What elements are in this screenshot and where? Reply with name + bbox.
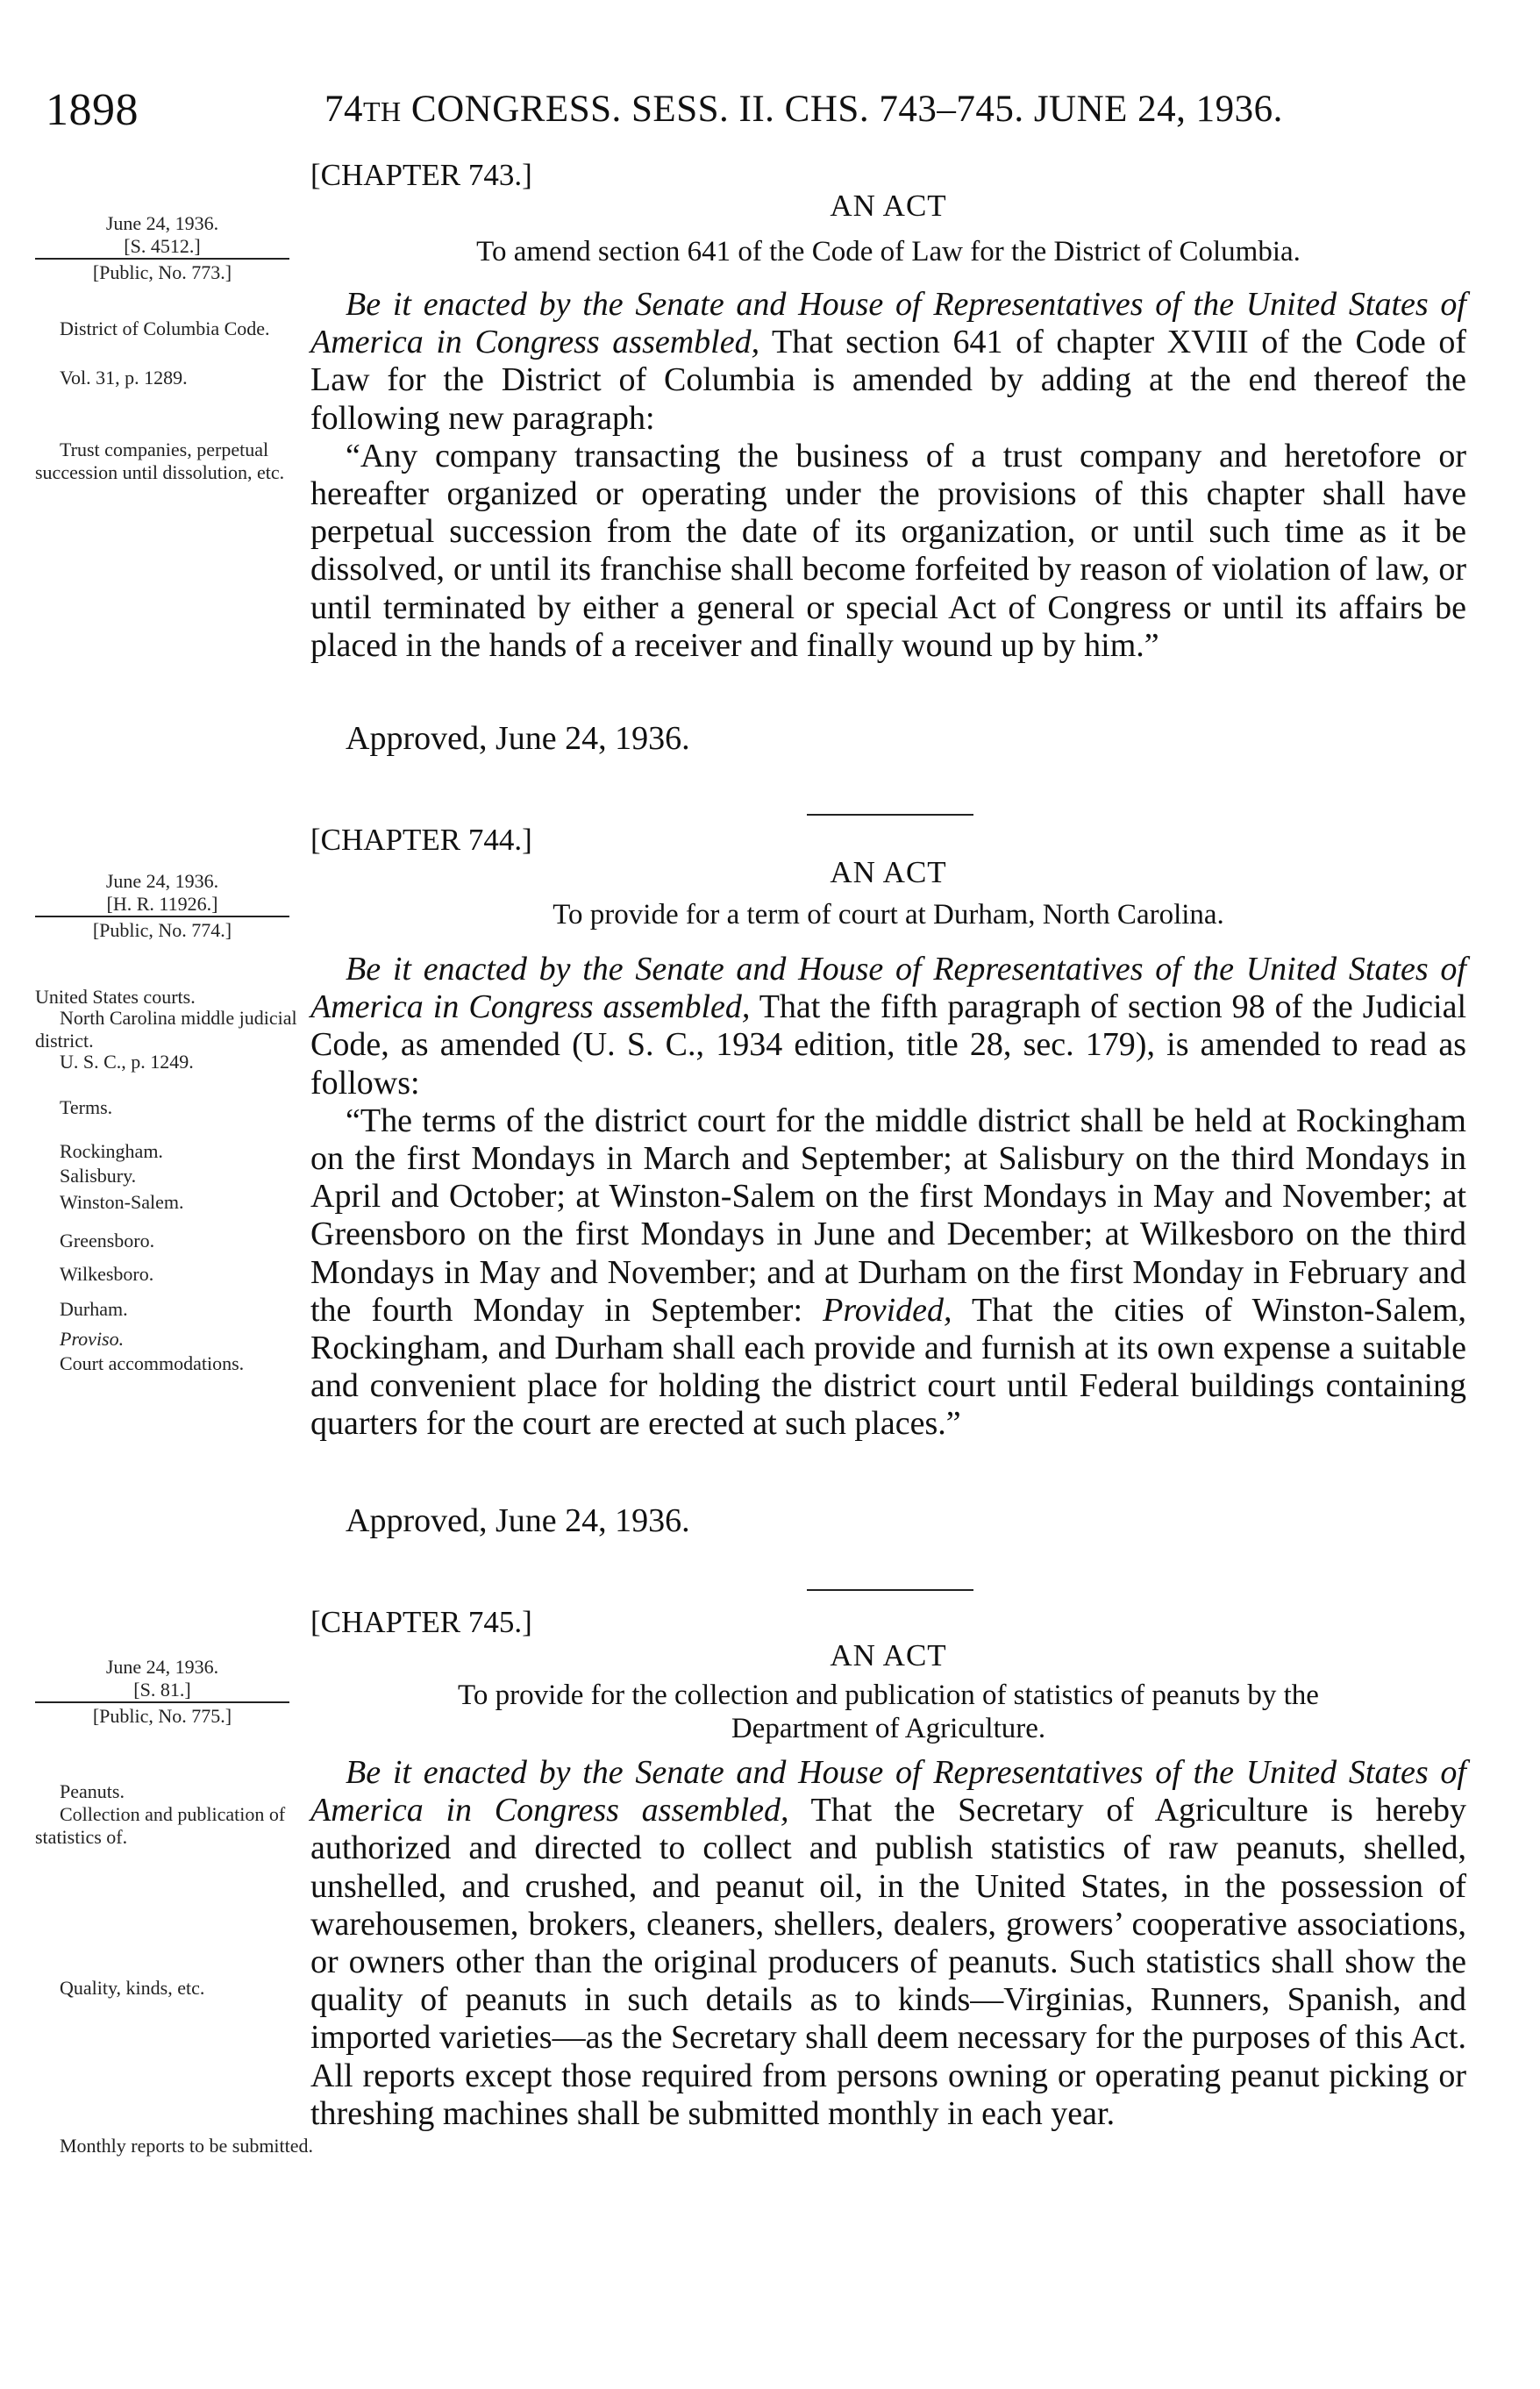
chapter-743-note-vol: Vol. 31, p. 1289.: [60, 367, 188, 389]
chapter-743-approved: Approved, June 24, 1936.: [346, 720, 690, 757]
chapter-744-text-1: That the fifth paragraph of section 98 of the Judicial Code, as amended (U. S. C., 1934 edition, title 28, sec. 179), is amended to read as follows:: [310, 988, 1467, 1102]
chapter-744-proviso: Provided,: [823, 1291, 952, 1329]
chapter-744-note-wilkesboro: Wilkesboro.: [60, 1263, 154, 1285]
chapter-745-title-line-1: To provide for the collection and publication of statistics of peanuts by the: [458, 1679, 1319, 1711]
chapter-745-paragraph-1: [310, 1754, 1466, 2133]
section-divider: [807, 814, 973, 816]
running-head-title: [324, 88, 1283, 131]
chapter-743-title: To amend section 641 of the Code of Law for the District of Columbia.: [476, 236, 1301, 267]
chapter-743-act-label: AN ACT: [830, 189, 947, 223]
chapter-744-approved: Approved, June 24, 1936.: [346, 1502, 690, 1539]
chapter-744-note-terms: Terms.: [60, 1096, 113, 1118]
chapter-744-date: June 24, 1936.: [105, 870, 219, 892]
chapter-745-bill: [S. 81.]: [133, 1679, 191, 1701]
session-chapters-date: CONGRESS. SESS. II. CHS. 743–745. JUNE 24, 1936.: [401, 89, 1283, 130]
chapter-744-note-usc: U. S. C., p. 1249.: [60, 1051, 194, 1073]
chapter-745-note-peanuts: Peanuts.: [60, 1780, 125, 1802]
chapter-743-date: June 24, 1936.: [105, 212, 219, 234]
chapter-744-note-greensboro: Greensboro.: [60, 1230, 155, 1252]
chapter-744-note-rockingham: Rockingham.: [60, 1140, 163, 1162]
chapter-743-bill: [S. 4512.]: [124, 235, 201, 257]
section-divider: [807, 1589, 973, 1591]
chapter-744-paragraph-2: [310, 1102, 1466, 1444]
chapter-744-note-proviso: Proviso.: [60, 1328, 125, 1350]
chapter-744-text-2a: “The terms of the district court for the middle district shall be held at Rockingham on the first Mondays in March and September; at Salisbury on the third Mondays in April and October; at Winston-Salem on the first Mondays in May and November; at Greensboro on the first Mondays in June and December; at Wilkesboro on the third Mondays in May and November; and at Durham on the first Monday in February and the fourth Monday in September:: [310, 1102, 1466, 1329]
chapter-745-sidenote-header: [35, 1656, 317, 1728]
chapter-744-note-accommodations: Court accommodations.: [60, 1352, 245, 1374]
congress-number: 74: [324, 89, 363, 130]
chapter-743-note-trust: Trust companies, perpetual succession until dissolution, etc.: [35, 439, 285, 483]
chapter-745-date: June 24, 1936.: [105, 1656, 219, 1678]
chapter-744-text-2b: That the cities of Winston-Salem, Rockingham, and Durham shall each provide and furnish at its own expense a suitable and convenient place for holding the district court until Federal buildings containing quarters for the court are erected at such places.”: [310, 1291, 1467, 1443]
chapter-743-enacting-clause: Be it enacted by the Senate and House of Representatives of the United States of America in Congress assembled,: [310, 286, 1466, 361]
chapter-745-enacting-clause: Be it enacted by the Senate and House of Representatives of the United States of America in Congress assembled,: [310, 1754, 1466, 1829]
running-head: [46, 84, 1475, 137]
page-number: 1898: [46, 85, 139, 135]
congress-ordinal: TH: [363, 96, 402, 127]
chapter-745-act-label: AN ACT: [830, 1638, 947, 1672]
chapter-743-paragraph-2: “Any company transacting the business of a trust company and heretofore or hereafter organized or operating under the provisions of this chapter shall have perpetual succession from the date of its organization, or until such time as it be dissolved, or until its franchise shall become forfeited by reason of violation of law, or until terminated by either a general or special Act of Congress or until its affairs be placed in the hands of a receiver and finally wound up by him.”: [310, 437, 1466, 664]
chapter-744-title: To provide for a term of court at Durham, North Carolina.: [553, 899, 1224, 931]
chapter-744-note-durham: Durham.: [60, 1298, 128, 1320]
chapter-743-public-law: [Public, No. 773.]: [35, 258, 289, 284]
chapter-743-note-code: District of Columbia Code.: [60, 317, 270, 339]
chapter-745-body: [310, 1754, 1466, 2133]
chapter-743-paragraph-1: [310, 286, 1466, 438]
chapter-744-note-winston-salem: Winston-Salem.: [60, 1191, 184, 1213]
chapter-744-public-law: [Public, No. 774.]: [35, 916, 289, 942]
chapter-745-title-line-2: Department of Agriculture.: [731, 1713, 1046, 1744]
chapter-744-label: [CHAPTER 744.]: [310, 823, 532, 857]
chapter-745-public-law: [Public, No. 775.]: [35, 1701, 289, 1728]
chapter-745-label: [CHAPTER 745.]: [310, 1605, 532, 1639]
chapter-745-note-monthly: Monthly reports to be submitted.: [60, 2135, 314, 2157]
chapter-743-sidenote-header: [35, 212, 317, 284]
chapter-744-sidenote-header: [35, 870, 317, 942]
chapter-744-note-courts: United States courts.: [35, 986, 196, 1008]
chapter-743-text-1: That section 641 of chapter XVIII of the Code of Law for the District of Columbia is amended by adding at the end thereof the following new paragraph:: [310, 324, 1467, 437]
chapter-744-body: [310, 951, 1466, 1444]
chapter-744-bill: [H. R. 11926.]: [106, 893, 218, 915]
chapter-745-note-quality: Quality, kinds, etc.: [60, 1977, 205, 1999]
chapter-744-note-salisbury: Salisbury.: [60, 1165, 137, 1187]
chapter-745-text-1: That the Secretary of Agriculture is hereby authorized and directed to collect and publish statistics of raw peanuts, shelled, unshelled, and crushed, and peanut oil, in the United States, in the possession of warehousemen, brokers, cleaners, shellers, dealers, growers’ cooperative associations, or owners other than the original producers of peanuts. Such statistics shall show the quality of peanuts in such details as to kinds—Virginias, Runners, Spanish, and imported varieties—as the Secretary shall deem necessary for the purposes of this Act. All reports except those required from persons owning or operating peanut picking or threshing machines shall be submitted monthly in each year.: [310, 1792, 1466, 2132]
chapter-744-act-label: AN ACT: [830, 855, 947, 889]
chapter-743-body: [310, 286, 1466, 665]
chapter-744-paragraph-1: [310, 951, 1466, 1102]
chapter-744-note-district: North Carolina middle judicial district.: [35, 1007, 297, 1052]
chapter-744-enacting-clause: Be it enacted by the Senate and House of Representatives of the United States of America in Congress assembled,: [310, 951, 1466, 1026]
chapter-745-note-collection: Collection and publication of statistics of.: [35, 1803, 286, 1848]
chapter-743-label: [CHAPTER 743.]: [310, 158, 532, 192]
